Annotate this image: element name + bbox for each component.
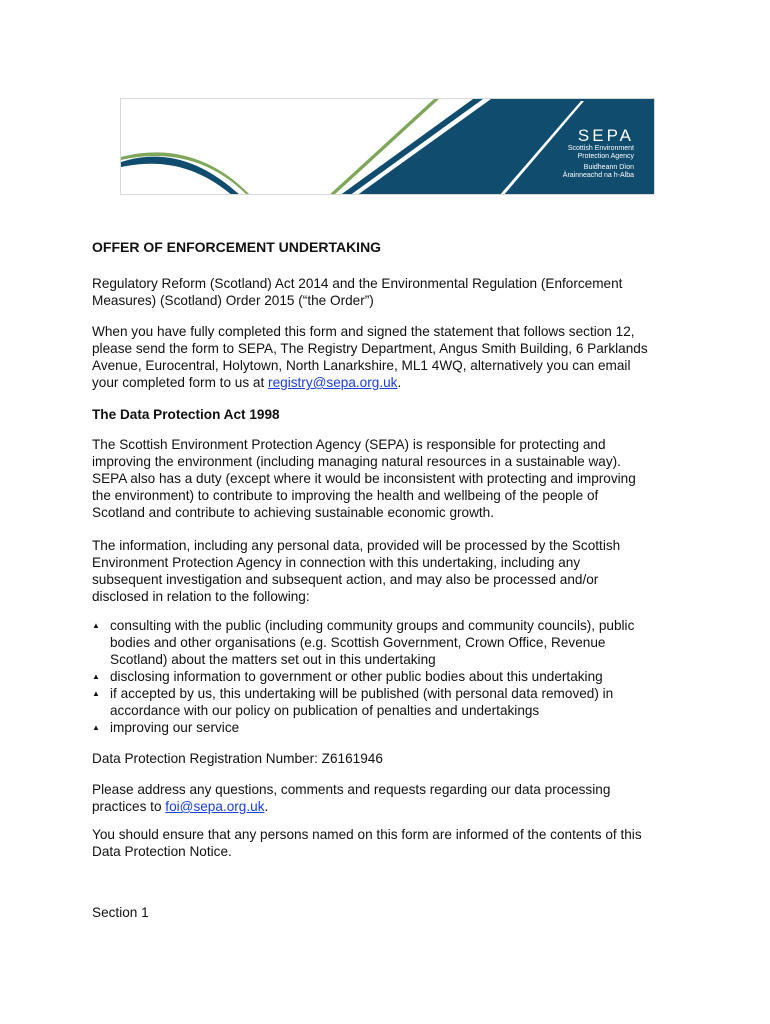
bullet-list: ▲ consulting with the public (including community groups and community councils), public bodies and other organisations (e.g. Scottish Government, Crown Office, Revenue Scotland) about the matters set out in this undertaking ▲ disclosing information to government or other public bodies about this undertaking ▲ if accepted by us, this undertaking will be published (with personal data removed) in accordance with our policy on publication of penalties and undertakings ▲ improving our service <box>92 618 635 735</box>
bullet-icon: ▲ <box>92 672 100 681</box>
sepa-logo: SEPA Scottish Environment Protection Agency Buidheann Dìon Àrainneachd na h-Alba <box>562 126 634 179</box>
notice-paragraph: You should ensure that any persons named on this form are informed of the contents of this Data Protection Notice. <box>92 827 642 859</box>
bullet-icon: ▲ <box>92 621 100 630</box>
dpa-heading: The Data Protection Act 1998 <box>92 407 280 422</box>
questions-paragraph: Please address any questions, comments and requests regarding our data processing practices to foi@sepa.org.uk. <box>92 782 611 814</box>
sepa-banner <box>120 98 655 195</box>
dpa-paragraph-2: The information, including any personal data, provided will be processed by the Scottish Environment Protection Agency in connection with this undertaking, including any subsequent investigation and subsequent action, and may also be processed and/or disclosed in relation to the following: <box>92 538 621 604</box>
bullet-icon: ▲ <box>92 689 100 698</box>
bullet-icon: ▲ <box>92 723 100 732</box>
dpa-paragraph-1: The Scottish Environment Protection Agency (SEPA) is responsible for protecting and improving the environment (including managing natural resources in a sustainable way). SEPA also has a duty (except where it would be inconsistent with protecting and improving the environment) to contribute to improving the health and wellbeing of the people of Scotland and contribute to achieving sustainable economic growth. <box>92 437 636 520</box>
list-item: ▲ improving our service <box>92 720 240 735</box>
list-item: ▲ disclosing information to government or other public bodies about this undertaking <box>92 669 603 684</box>
registry-email-link[interactable]: registry@sepa.org.uk <box>268 375 398 390</box>
page-title: OFFER OF ENFORCEMENT UNDERTAKING <box>92 239 382 255</box>
list-item: ▲ consulting with the public (including community groups and community councils), public <box>92 618 635 633</box>
list-item: ▲ if accepted by us, this undertaking will be published (with personal data removed) in <box>92 686 614 701</box>
intro-paragraph: Regulatory Reform (Scotland) Act 2014 and the Environmental Regulation (Enforcement Measures) (Scotland) Order 2015 (“the Order”) <box>92 276 623 308</box>
instructions-paragraph: When you have fully completed this form and signed the statement that follows section 12, please send the form to SEPA, The Registry Department, Angus Smith Building, 6 Parklands Avenue, Eurocentral, Holytown, North Lanarkshire, ML1 4WQ, alternatively you can email your completed form to us at registry@sepa.org.uk. <box>92 324 648 390</box>
foi-email-link[interactable]: foi@sepa.org.uk <box>165 799 265 814</box>
registration-number: Data Protection Registration Number: Z6161946 <box>92 751 383 766</box>
section-heading: Section 1 <box>92 905 149 920</box>
